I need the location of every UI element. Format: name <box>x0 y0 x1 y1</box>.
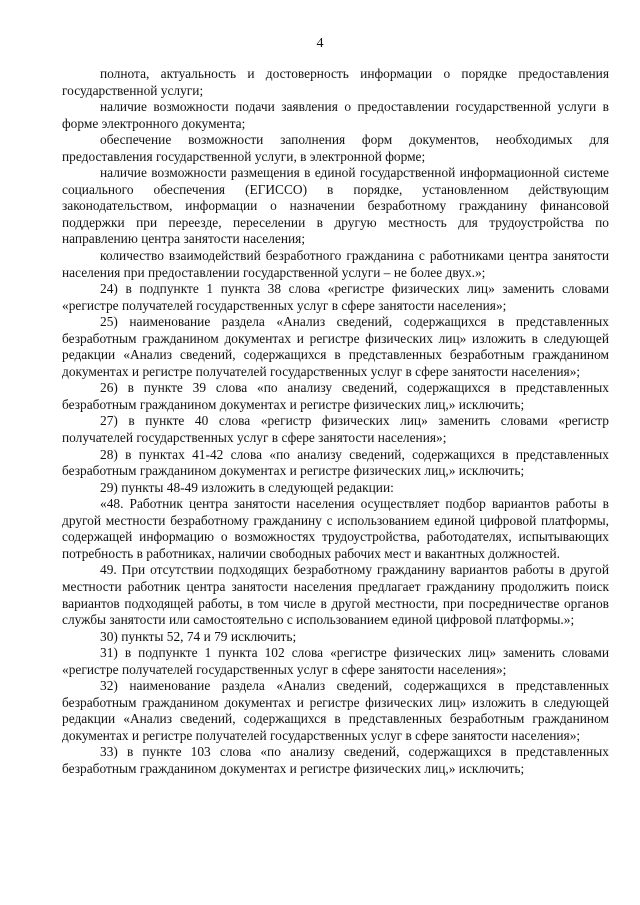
paragraph: наличие возможности размещения в единой государственной информационной системе социального обеспечения (ЕГИССО) в порядке, установленном действующим законодательством, информации о назначении безработному гражданину финансовой поддержки при переезде, переселении в другую местность для трудоустройства по направлению центра занятости населения; <box>62 165 609 247</box>
paragraph-item-30: 30) пункты 52, 74 и 79 исключить; <box>100 628 297 644</box>
paragraph-item-32: 32) наименование раздела «Анализ сведений, содержащихся в представленных безработным гражданином документах и регистре физических лиц» изложить в следующей редакции «Анализ сведений, содержащихся в представленных безработным гражданином документах и регистре получателей государственных услуг в сфере занятости населения»; <box>62 678 609 743</box>
paragraph-clause-48: «48. Работник центра занятости населения осуществляет подбор вариантов работы в другой местности безработному гражданину с использованием единой цифровой платформы, содержащей информацию о возможностях трудоустройства, работодателях, испытывающих потребность в работниках, наличии свободных рабочих мест и вакантных должностей. <box>62 496 609 561</box>
paragraph: наличие возможности подачи заявления о предоставлении государственной услуги в форме электронного документа; <box>62 99 609 131</box>
paragraph-clause-49: 49. При отсутствии подходящих безработному гражданину вариантов работы в другой местности работник центра занятости населения предлагает гражданину продолжить поиск вариантов подходящей работы, в том числе в другой местности, при посредничестве органов службы занятости или самостоятельно с использованием единой цифровой платформы.»; <box>62 562 609 628</box>
paragraph: обеспечение возможности заполнения форм документов, необходимых для предоставления государственной услуги, в электронной форме; <box>62 132 609 164</box>
paragraph-item-31: 31) в подпункте 1 пункта 102 слова «регистре физических лиц» заменить словами «регистре получателей государственных услуг в сфере занятости населения»; <box>62 645 609 677</box>
page-number: 4 <box>316 36 324 51</box>
paragraph: количество взаимодействий безработного гражданина с работниками центра занятости населения при предоставлении государственной услуги – не более двух.»; <box>62 248 609 280</box>
paragraph-item-26: 26) в пункте 39 слова «по анализу сведений, содержащихся в представленных безработным гражданином документах и регистре физических лиц,» исключить; <box>62 380 609 412</box>
paragraph-item-33: 33) в пункте 103 слова «по анализу сведений, содержащихся в представленных безработным гражданином документах и регистре физических лиц,» исключить; <box>62 744 609 776</box>
paragraph-item-29: 29) пункты 48-49 изложить в следующей редакции: <box>100 479 394 495</box>
paragraph-item-24: 24) в подпункте 1 пункта 38 слова «регистре физических лиц» заменить словами «регистре получателей государственных услуг в сфере занятости населения»; <box>62 281 609 313</box>
paragraph: полнота, актуальность и достоверность информации о порядке предоставления государственной услуги; <box>62 66 609 98</box>
paragraph-item-25: 25) наименование раздела «Анализ сведений, содержащихся в представленных безработным гражданином документах и регистре физических лиц» изложить в следующей редакции «Анализ сведений, содержащихся в представленных безработным гражданином документах и регистре получателей государственных услуг в сфере занятости населения»; <box>62 314 609 379</box>
paragraph-item-27: 27) в пункте 40 слова «регистр физических лиц» заменить словами «регистр получателей государственных услуг в сфере занятости населения»; <box>62 413 609 446</box>
document-body <box>62 66 609 778</box>
paragraph-item-28: 28) в пунктах 41-42 слова «по анализу сведений, содержащихся в представленных безработным гражданином документах и регистре физических лиц,» исключить; <box>62 446 609 479</box>
